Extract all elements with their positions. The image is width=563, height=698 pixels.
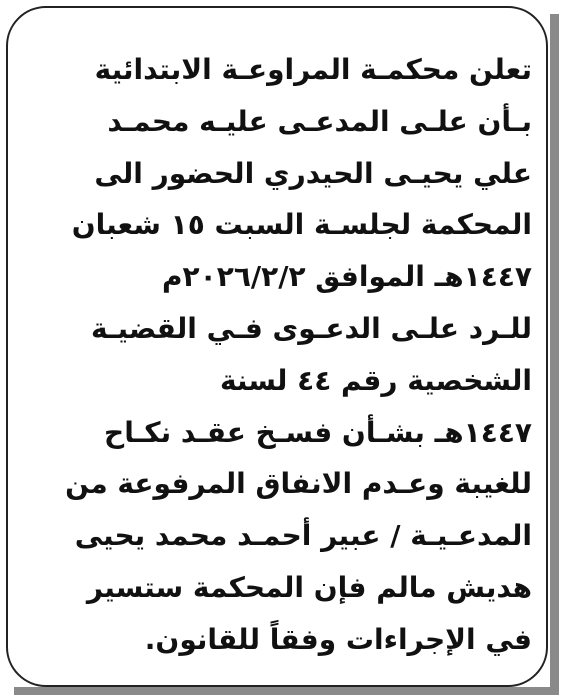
notice-line-1: تعلن محكمـة المراوعـة الابتدائية (94, 53, 532, 86)
notice-line-2: بـأن علـى المدعـى عليـه محمـد (107, 104, 532, 138)
notice-line-3: علي يحيـى الحيدري الحضور الى (94, 156, 532, 190)
frame-shadow-bottom (14, 687, 559, 695)
notice-line-4: المحكمة لجلسـة السبت ١٥ شعبان (71, 208, 532, 242)
notice-line-7: الشخصية رقم ٤٤ لسنة (219, 363, 532, 397)
notice-line-9: للغيبة وعـدم الانفاق المرفوعة من (65, 467, 532, 501)
notice-body (22, 44, 532, 666)
notice-line-10: المدعـيـة / عبير أحمـد محمد يحيى (74, 519, 532, 553)
notice-line-5: ١٤٤٧هـ الموافق ٢٠٢٦/٢/٢م (162, 260, 532, 294)
frame-shadow-right (550, 14, 559, 692)
notice-line-6: للـرد علـى الدعـوى فـي القضيـة (90, 311, 532, 345)
notice-line-11: هديش مالم فإن المحكمة ستسير (86, 570, 532, 604)
notice-line-12: في الإجراءات وفقاً للقانون. (144, 622, 532, 656)
notice-line-8: ١٤٤٧هـ بشـأن فسـخ عقـد نكـاح (104, 415, 532, 449)
